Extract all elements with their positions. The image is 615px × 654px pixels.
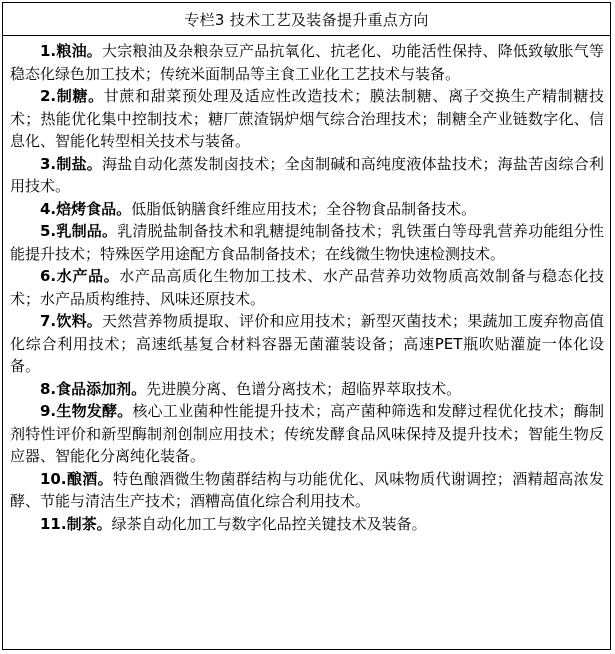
column-content: [3, 36, 610, 535]
item-text: 绿茶自动化加工与数字化品控关键技术及装备。: [111, 514, 427, 533]
list-item: [10, 378, 604, 401]
item-text: 天然营养物质提取、评价和应用技术；新型灭菌技术；果蔬加工废弃物高值化综合利用技术；高速纸基复合材料容器无菌灌装设备；高速PET瓶吹贴灌旋一体化设备。: [10, 312, 604, 375]
item-heading: 11.制茶。: [40, 514, 112, 533]
list-item: [10, 468, 604, 513]
item-heading: 7.饮料。: [40, 312, 103, 330]
list-item: [10, 40, 604, 85]
item-text: 先进膜分离、色谱分离技术；超临界萃取技术。: [146, 379, 462, 398]
item-heading: 5.乳制品。: [40, 222, 118, 240]
item-heading: 1.粮油。: [40, 42, 103, 60]
item-text: 大宗粮油及杂粮杂豆产品抗氧化、抗老化、功能活性保持、降低致敏胀气等稳态化绿色加工技术；传统米面制品等主食工业化工艺技术与装备。: [10, 42, 604, 83]
list-item: [10, 153, 604, 198]
item-text: 核心工业菌种性能提升技术；高产菌种筛选和发酵过程优化技术；酶制剂特性评价和新型酶制剂创制应用技术；传统发酵食品风味保持及提升技术；智能生物反应器、智能化分离纯化装备。: [10, 402, 604, 465]
list-item: [10, 265, 604, 310]
list-item: [10, 85, 604, 153]
item-heading: 10.酿酒。: [40, 469, 113, 488]
item-text: 水产品高质化生物加工技术、水产品营养功效物质高效制备与稳态化技术；水产品质构维持、风味还原技术。: [10, 267, 604, 308]
list-item: [10, 220, 604, 265]
item-heading: 6.水产品。: [40, 267, 120, 285]
item-heading: 4.焙烤食品。: [40, 199, 132, 218]
item-heading: 8.食品添加剂。: [40, 379, 147, 398]
item-heading: 9.生物发酵。: [40, 402, 133, 420]
column-title: 专栏3 技术工艺及装备提升重点方向: [3, 3, 610, 36]
list-item: [10, 198, 604, 221]
item-heading: 2.制糖。: [40, 87, 104, 105]
item-heading: 3.制盐。: [40, 154, 103, 173]
list-item: [10, 400, 604, 468]
item-text: 甘蔗和甜菜预处理及适应性改造技术；膜法制糖、离子交换生产精制糖技术；热能优化集中控制技术；糖厂蔗渣锅炉烟气综合治理技术；制糖全产业链数字化、信息化、智能化转型相关技术与装备。: [10, 87, 604, 150]
item-text: 低脂低钠膳食纤维应用技术；全谷物食品制备技术。: [131, 199, 477, 218]
item-text: 特色酿酒微生物菌群结构与功能优化、风味物质代谢调控；酒精超高浓发酵、节能与清洁生产技术；酒糟高值化综合利用技术。: [10, 469, 604, 510]
item-text: 乳清脱盐制备技术和乳糖提纯制备技术；乳铁蛋白等母乳营养功能组分性能提升技术；特殊医学用途配方食品制备技术；在线微生物快速检测技术。: [10, 222, 604, 263]
list-item: [10, 513, 604, 536]
item-text: 海盐自动化蒸发制卤技术；全卤制碱和高纯度液体盐技术；海盐苦卤综合利用技术。: [10, 154, 604, 195]
column-box: [2, 2, 611, 650]
list-item: [10, 310, 604, 378]
